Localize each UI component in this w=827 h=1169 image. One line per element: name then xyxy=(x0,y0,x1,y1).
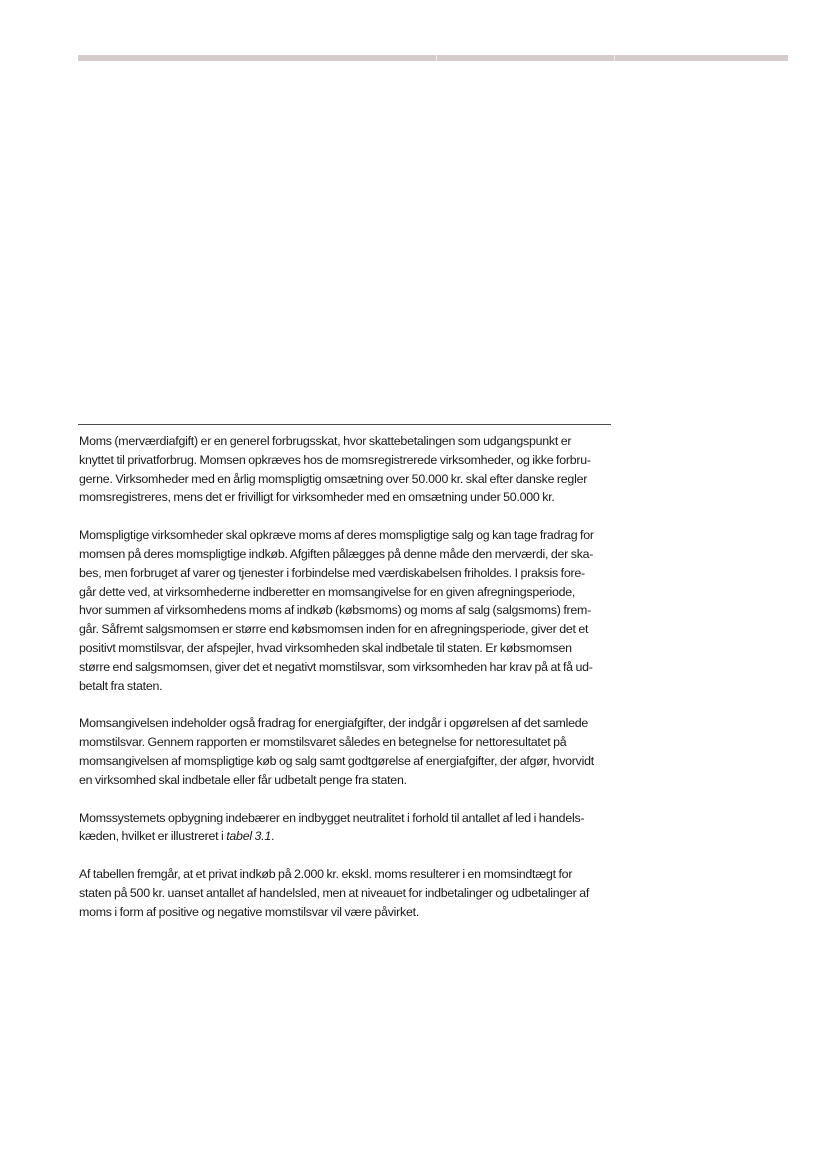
paragraph xyxy=(79,432,614,507)
text-line: Momsangivelsen indeholder også fradrag for energiafgifter, der indgår i opgørelsen af det samlede xyxy=(79,716,589,731)
text-line: større end salgsmomsen, giver det et negativt momstilsvar, som virksomheden har krav på at få ud- xyxy=(79,659,593,674)
text-segment: kæden, hvilket er illustreret i xyxy=(79,829,224,844)
paragraph xyxy=(79,809,614,847)
text-line: gerne. Virksomheder med en årlig momspligtig omsætning over 50.000 kr. skal efter danske regler xyxy=(79,471,588,486)
text-line: momsregistreres, mens det er frivilligt for virksomheder med en omsætning under 50.000 kr. xyxy=(79,490,555,505)
text-line: momstilsvar. Gennem rapporten er momstilsvaret således en betegnelse for nettoresultatet på xyxy=(79,735,567,750)
section-divider xyxy=(78,424,611,425)
header-accent-bar xyxy=(78,55,788,61)
paragraph xyxy=(79,526,614,695)
header-bar-divider xyxy=(436,55,437,61)
text-line: momsangivelsen af momspligtige køb og salg samt godtgørelse af energiafgifter, der afgør, hvorvidt xyxy=(79,753,594,768)
text-line: betalt fra staten. xyxy=(79,678,163,693)
text-line: bes, men forbruget af varer og tjenester i forbindelse med værdiskabelsen friholdes. I praksis fore- xyxy=(79,565,585,580)
text-line: moms i form af positive og negative momstilsvar vil være påvirket. xyxy=(79,904,420,919)
text-line: Momspligtige virksomheder skal opkræve moms af deres momspligtige salg og kan tage fradrag for xyxy=(79,528,594,543)
text-line: går. Såfremt salgsmomsen er større end købsmomsen inden for en afregningsperiode, giver det et xyxy=(79,622,589,637)
text-line: positivt momstilsvar, der afspejler, hvad virksomheden skal indbetale til staten. Er købsmomsen xyxy=(79,640,572,655)
text-segment: . xyxy=(271,829,275,844)
text-line: hvor summen af virksomhedens moms af indkøb (købsmoms) og moms af salg (salgsmoms) frem- xyxy=(79,603,592,618)
text-line: staten på 500 kr. uanset antallet af handelsled, men at niveauet for indbetalinger og udbetalinger af xyxy=(79,885,590,900)
text-line: Momssystemets opbygning indebærer en indbygget neutralitet i forhold til antallet af led i handels- xyxy=(79,810,585,825)
text-line: en virksomhed skal indbetale eller får udbetalt penge fra staten. xyxy=(79,772,407,787)
text-line: knyttet til privatforbrug. Momsen opkræves hos de momsregistrerede virksomheder, og ikke forbru- xyxy=(79,452,591,467)
text-line: Af tabellen fremgår, at et privat indkøb på 2.000 kr. ekskl. moms resulterer i en momsindtægt for xyxy=(79,867,573,882)
body-text xyxy=(79,432,614,941)
text-line: Moms (merværdiafgift) er en generel forbrugsskat, hvor skattebetalingen som udgangspunkt er xyxy=(79,434,572,448)
table-reference: tabel 3.1 xyxy=(226,829,272,844)
paragraph xyxy=(79,714,614,789)
text-line: momsen på deres momspligtige indkøb. Afgiften pålægges på denne måde den merværdi, der ska- xyxy=(79,546,594,561)
header-bar-divider xyxy=(614,55,615,61)
paragraph xyxy=(79,865,614,921)
text-line-with-reference xyxy=(79,827,614,846)
text-line: går dette ved, at virksomhederne indberetter en momsangivelse for en given afregningsperiode, xyxy=(79,584,576,599)
